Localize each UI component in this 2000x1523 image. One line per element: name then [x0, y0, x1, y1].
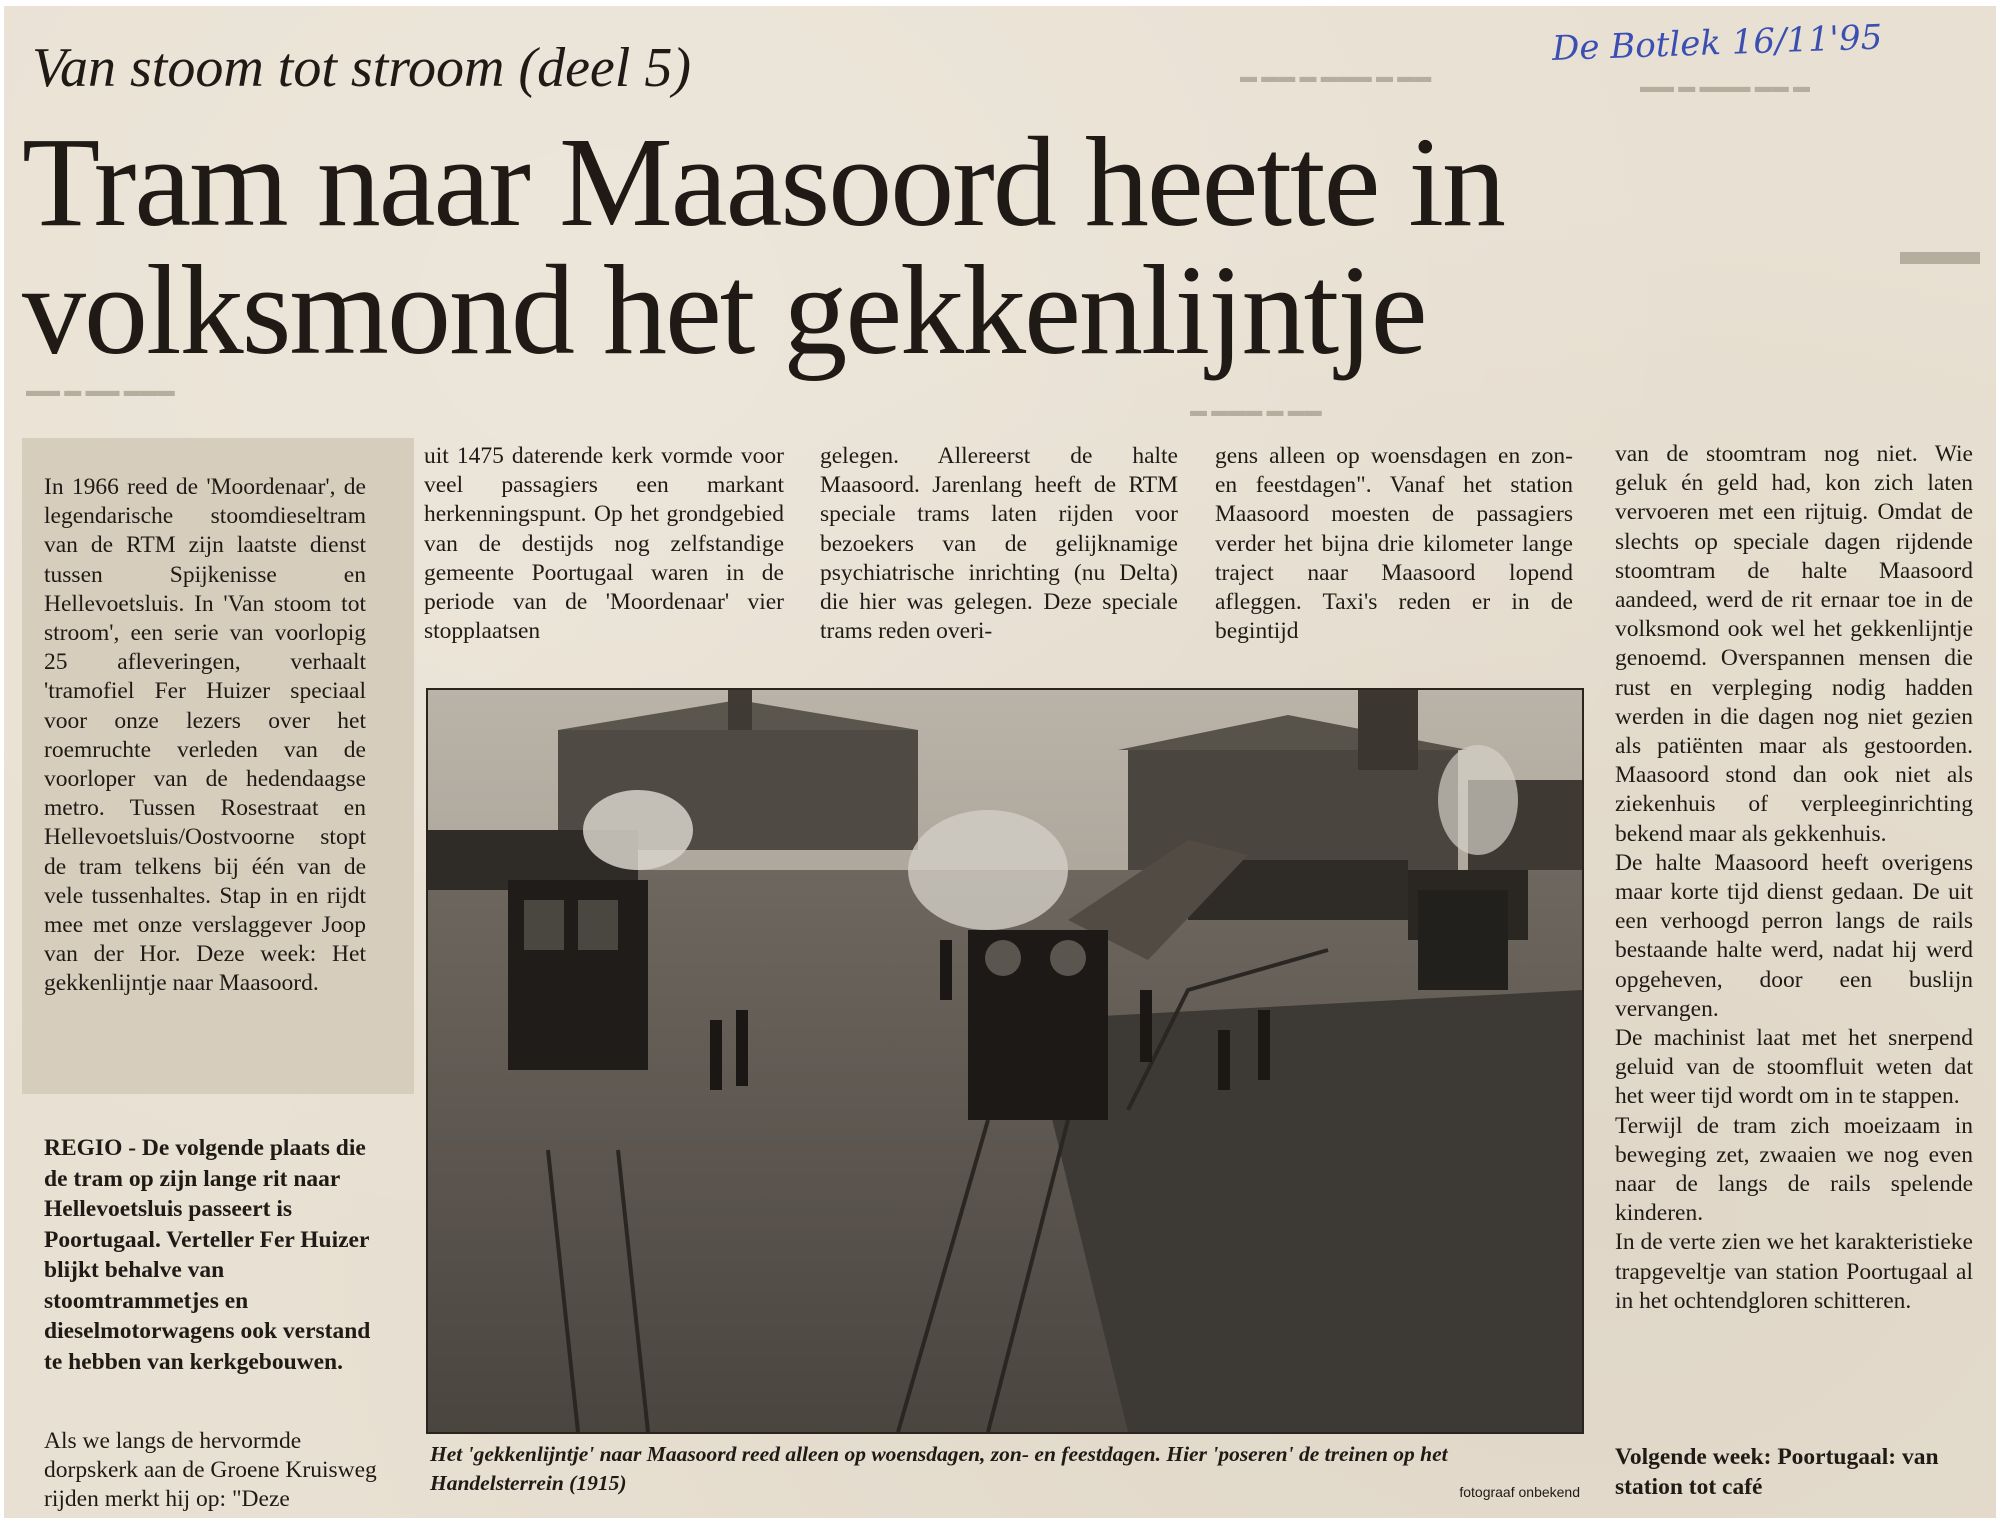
article-column-4: gens alleen op woensdagen en zon- en feestdagen". Vanaf het station Maasoord moesten de passagiers verder het bijna drie kilometer lange traject naar Maasoord lopend afleggen. Taxi's reden er in de begintijd: [1215, 443, 1573, 645]
paragraph: In de verte zien we het karakteristieke trapgeveltje van station Poortugaal al in het ochtendgloren schitteren.: [1615, 1229, 1973, 1314]
headline: [22, 111, 1902, 381]
headline-line-2: volksmond het gekkenlijntje: [22, 239, 1426, 381]
photo-illustration: [428, 690, 1582, 1432]
article-column-1-bottom: Als we langs de hervormde dorpskerk aan de Groene Kruisweg rijden merkt hij op: "Deze: [44, 1428, 377, 1513]
bleed-through-text: ▬▬ ▬ ▬▬▬ ▬▬ ▬: [1640, 77, 1810, 96]
article-column-3: gelegen. Allereerst de halte Maasoord. Jarenlang heeft de RTM speciale trams laten rijden voor bezoekers van de gelijknamige psychiatrische inrichting (nu Delta) die hier was gelegen. Deze speciale trams reden overi-: [820, 443, 1178, 645]
paragraph: Terwijl de tram zich moeizaam in beweging zet, zwaaien we nog even naar de langs de rails spelende kinderen.: [1615, 1112, 1973, 1227]
photo-caption: Het 'gekkenlijntje' naar Maasoord reed alleen op woensdagen, zon- en feestdagen. Hier 'poseren' de treinen op het Handelsterrein (1915): [430, 1442, 1448, 1495]
paragraph: De halte Maasoord heeft overigens maar korte tijd dienst gedaan. De uit een verhoogd perron langs de rails bestaande halte werd, nadat hij werd opgeheven, door een buslijn vervangen.: [1615, 849, 1973, 1022]
series-kicker: Van stoom tot stroom (deel 5): [32, 37, 691, 99]
bleed-through-text: ▬ ▬▬ ▬ ▬▬▬ ▬ ▬▬: [1240, 67, 1432, 86]
paragraph: De machinist laat met het snerpend geluid van de stoomfluit weten dat het weer tijd wordt om in te stappen.: [1615, 1025, 1973, 1110]
photo-credit: fotograaf onbekend: [1459, 1484, 1580, 1500]
bleed-through-text: ▬▬: [1900, 228, 1980, 273]
bleed-through-text: ▬ ▬▬▬ ▬ ▬▬: [1190, 401, 1322, 420]
historic-tram-photo: [426, 688, 1584, 1434]
intro-text: In 1966 reed de 'Moordenaar', de legendarische stoomdieseltram van de RTM zijn laatste dienst tussen Spijkenisse en Hellevoetsluis. In 'Van stoom tot stroom', een serie van voorlopig 25 afleveringen, verhaalt 'tramofiel Fer Huizer speciaal voor onze lezers over het roemruchte verleden van de voorloper van de hedendaagse metro. Tussen Rosestraat en Hellevoetsluis/Oostvoorne stopt de tram telkens bij één van de vele tussenhaltes. Stap in en rijdt mee met onze verslaggever Joop van der Hor. Deze week: Het gekkenlijntje naar Maasoord.: [44, 474, 366, 997]
bleed-through-text: ▬▬ ▬ ▬▬ ▬▬▬: [26, 381, 175, 400]
handwritten-annotation: De Botlek 16/11'95: [1551, 17, 1883, 69]
headline-line-1: Tram naar Maasoord heette in: [22, 111, 1504, 253]
article-column-5: [1615, 440, 1973, 1316]
paragraph: van de stoomtram nog niet. Wie geluk én geld had, kon zich laten vervoeren met een rijtuig. Omdat de slechts op speciale dagen rijdende stoomtram de halte Maasoord aandeed, werd de rit ernaar toe in de volksmond ook wel het gekkenlijntje genoemd. Overspannen mensen die rust en verpleging nodig hadden werden in die dagen nog niet gezien als patiënten maar als gestoorden. Maasoord stond dan ook niet als ziekenhuis of verpleeginrichting bekend maar als gekkenhuis.: [1615, 441, 1973, 847]
lead-paragraph: REGIO - De volgende plaats die de tram op zijn lange rit naar Hellevoetsluis passeert is Poortugaal. Verteller Fer Huizer blijkt behalve van stoomtrammetjes en dieselmotorwagens ook verstand te hebben van kerkgebouwen.: [44, 1135, 371, 1375]
article-column-2: uit 1475 daterende kerk vormde voor veel passagiers een markant herkenningspunt. Op het grondgebied van de destijds nog zelfstandige gemeente Poortugaal waren in de periode van de 'Moordenaar' vier stopplaatsen: [424, 443, 784, 645]
next-week-teaser: Volgende week: Poortugaal: van station tot café: [1615, 1444, 1939, 1500]
